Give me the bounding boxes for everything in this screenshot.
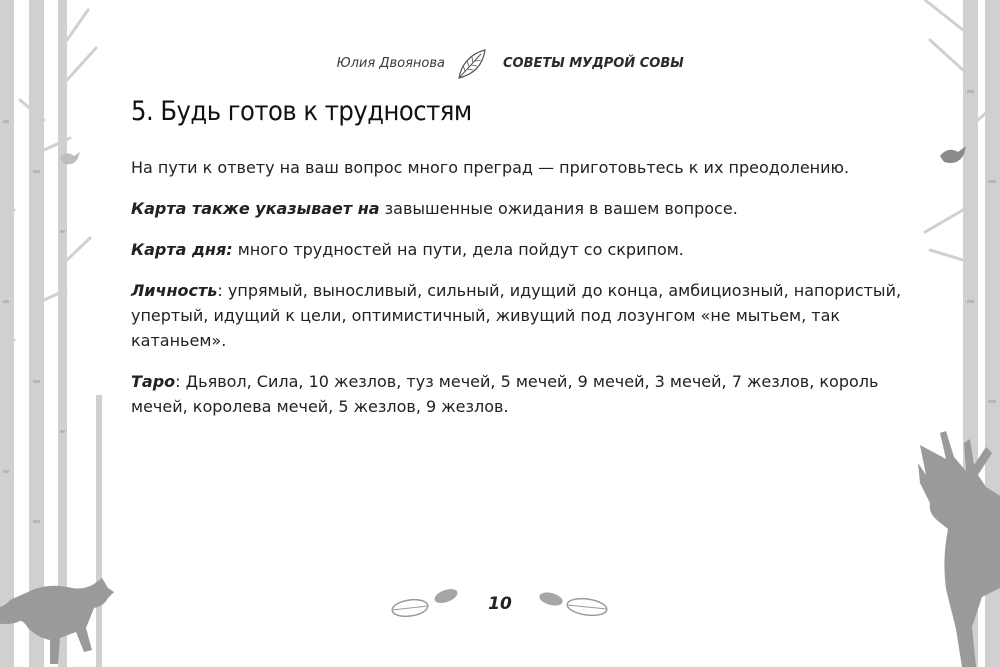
- paragraph-tarot: [131, 369, 906, 419]
- paragraph-text: : Дьявол, Сила, 10 жезлов, туз мечей, 5 мечей, 9 мечей, 3 мечей, 7 жезлов, король мечей, королева мечей, 5 жезлов, 9 жезлов.: [131, 372, 879, 416]
- paragraph-card-meaning: [131, 196, 906, 221]
- paragraph-intro: [131, 155, 906, 180]
- birch-trees-left: [0, 0, 102, 667]
- section-heading: 5. Будь готов к трудностям: [131, 96, 472, 127]
- page-number: 10: [488, 594, 512, 614]
- author-name: Юлия Двоянова: [336, 56, 445, 71]
- body-text: [131, 155, 906, 435]
- running-head: [0, 56, 1000, 74]
- book-title: СОВЕТЫ МУДРОЙ СОВЫ: [503, 56, 684, 71]
- paragraph-text: много трудностей на пути, дела пойдут со скрипом.: [232, 240, 684, 259]
- leaf-icon: [455, 48, 489, 80]
- paragraph-text: : упрямый, выносливый, сильный, идущий до конца, амбициозный, напористый, упертый, идущий к цели, оптимистичный, живущий под лозунгом «не мытьем, так катаньем».: [131, 281, 902, 350]
- paragraph-lead: Карта дня:: [131, 240, 233, 259]
- paragraph-text: завышенные ожидания в вашем вопросе.: [379, 199, 738, 218]
- paragraph-text: На пути к ответу на ваш вопрос много преград — приготовьтесь к их преодолению.: [131, 158, 850, 177]
- paragraph-lead: Карта также указывает на: [131, 199, 380, 218]
- paragraph-personality: [131, 278, 906, 353]
- paragraph-card-of-day: [131, 237, 906, 262]
- paragraph-lead: Таро: [131, 372, 176, 391]
- paragraph-lead: Личность: [131, 281, 218, 300]
